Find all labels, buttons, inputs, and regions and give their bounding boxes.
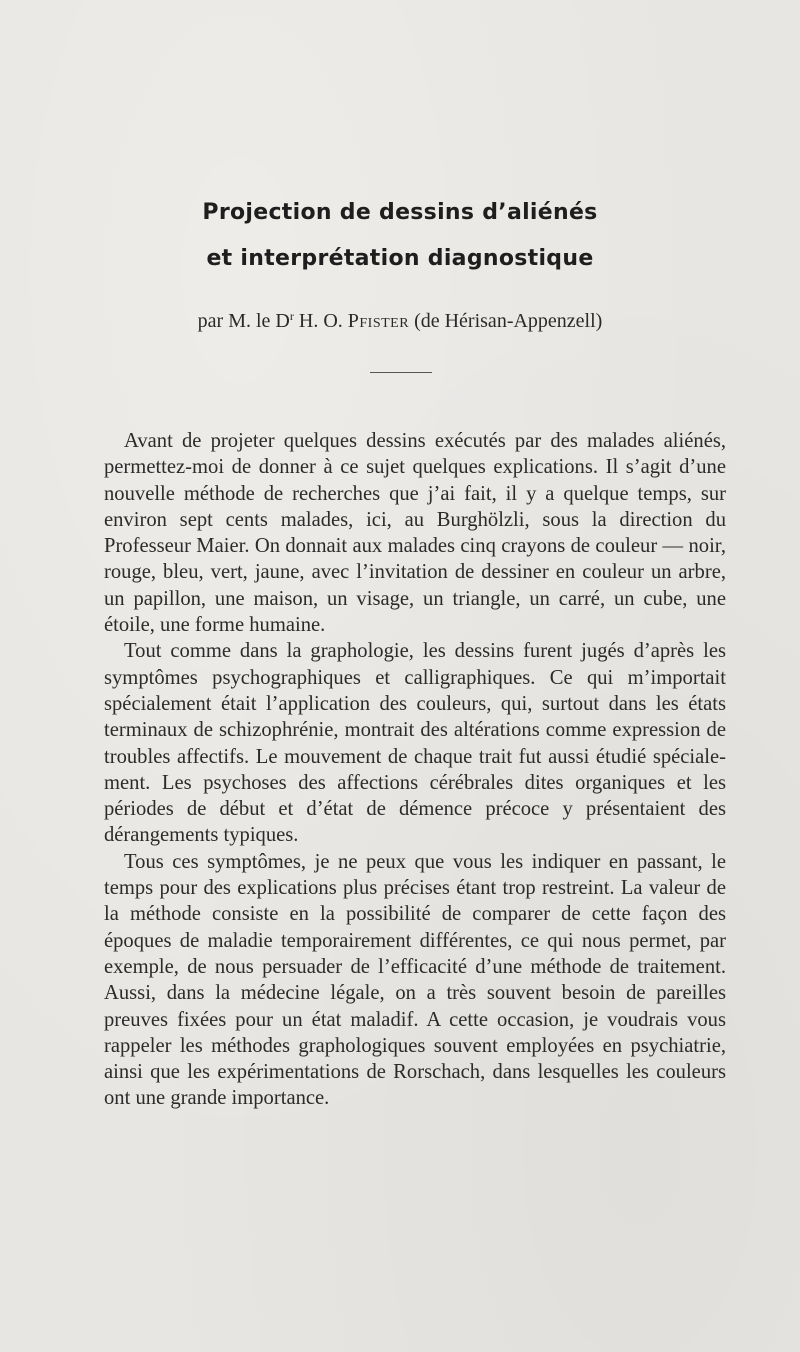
paragraph-1: Avant de projeter quelques dessins exécutés par des malades aliénés, permettez-moi de donner à ce sujet quelques explications. Il s’agit d’une nouvelle méthode de recherches que j’ai fait, il y a quelque temps, sur environ sept cents malades, ici, au Burghölzli, sous la direction du Professeur Maier. On donnait aux malades cinq crayons de couleur — noir, rouge, bleu, vert, jaune, avec l’invitation de dessiner en couleur un arbre, un papillon, une maison, un visage, un triangle, un carré, un cube, une étoile, une forme humaine. — [104, 430, 726, 637]
article-title-line-1: Projection de dessins d’aliénés — [202, 200, 598, 225]
byline-prefix: par M. le D — [197, 310, 290, 332]
byline-initials: H. O. — [293, 310, 348, 332]
title-separator-rule — [370, 372, 432, 373]
byline-title-superscript: r — [289, 309, 294, 323]
article-title-line-2: et interprétation diagnostique — [206, 246, 594, 271]
author-surname: Pfister — [347, 310, 410, 332]
author-affiliation: (de Hérisan-Appenzell) — [409, 310, 603, 332]
article-body — [104, 428, 726, 1112]
author-byline — [0, 309, 800, 333]
paragraph-2: Tout comme dans la graphologie, les dessins furent jugés d’après les symptômes psychographiques et calligraphiques. Ce qui m’importait spécialement était l’application des couleurs, qui, surtout dans les états terminaux de schizophrénie, montrait des altérations comme expression de troubles affectifs. Le mouvement de chaque trait fut aussi étudié spécialement. Les psychoses des affections cérébrales dites organiques et les périodes de début et d’état de démence précoce y présentaient des dérangements typiques. — [104, 640, 726, 847]
paragraph-3: Tous ces symptômes, je ne peux que vous les indiquer en passant, le temps pour des explications plus précises étant trop restreint. La valeur de la méthode consiste en la possibilité de comparer de cette façon des époques de maladie temporairement différentes, ce qui nous permet, par exemple, de nous persuader de l’efficacité d’une méthode de traitement. Aussi, dans la médecine légale, on a très souvent besoin de pareilles preuves fixées pour un état maladif. A cette occasion, je voudrais vous rappeler les méthodes graphologiques souvent employées en psychiatrie, ainsi que les expérimentations de Rorschach, dans lesquelles les couleurs ont une grande importance. — [104, 850, 726, 1110]
